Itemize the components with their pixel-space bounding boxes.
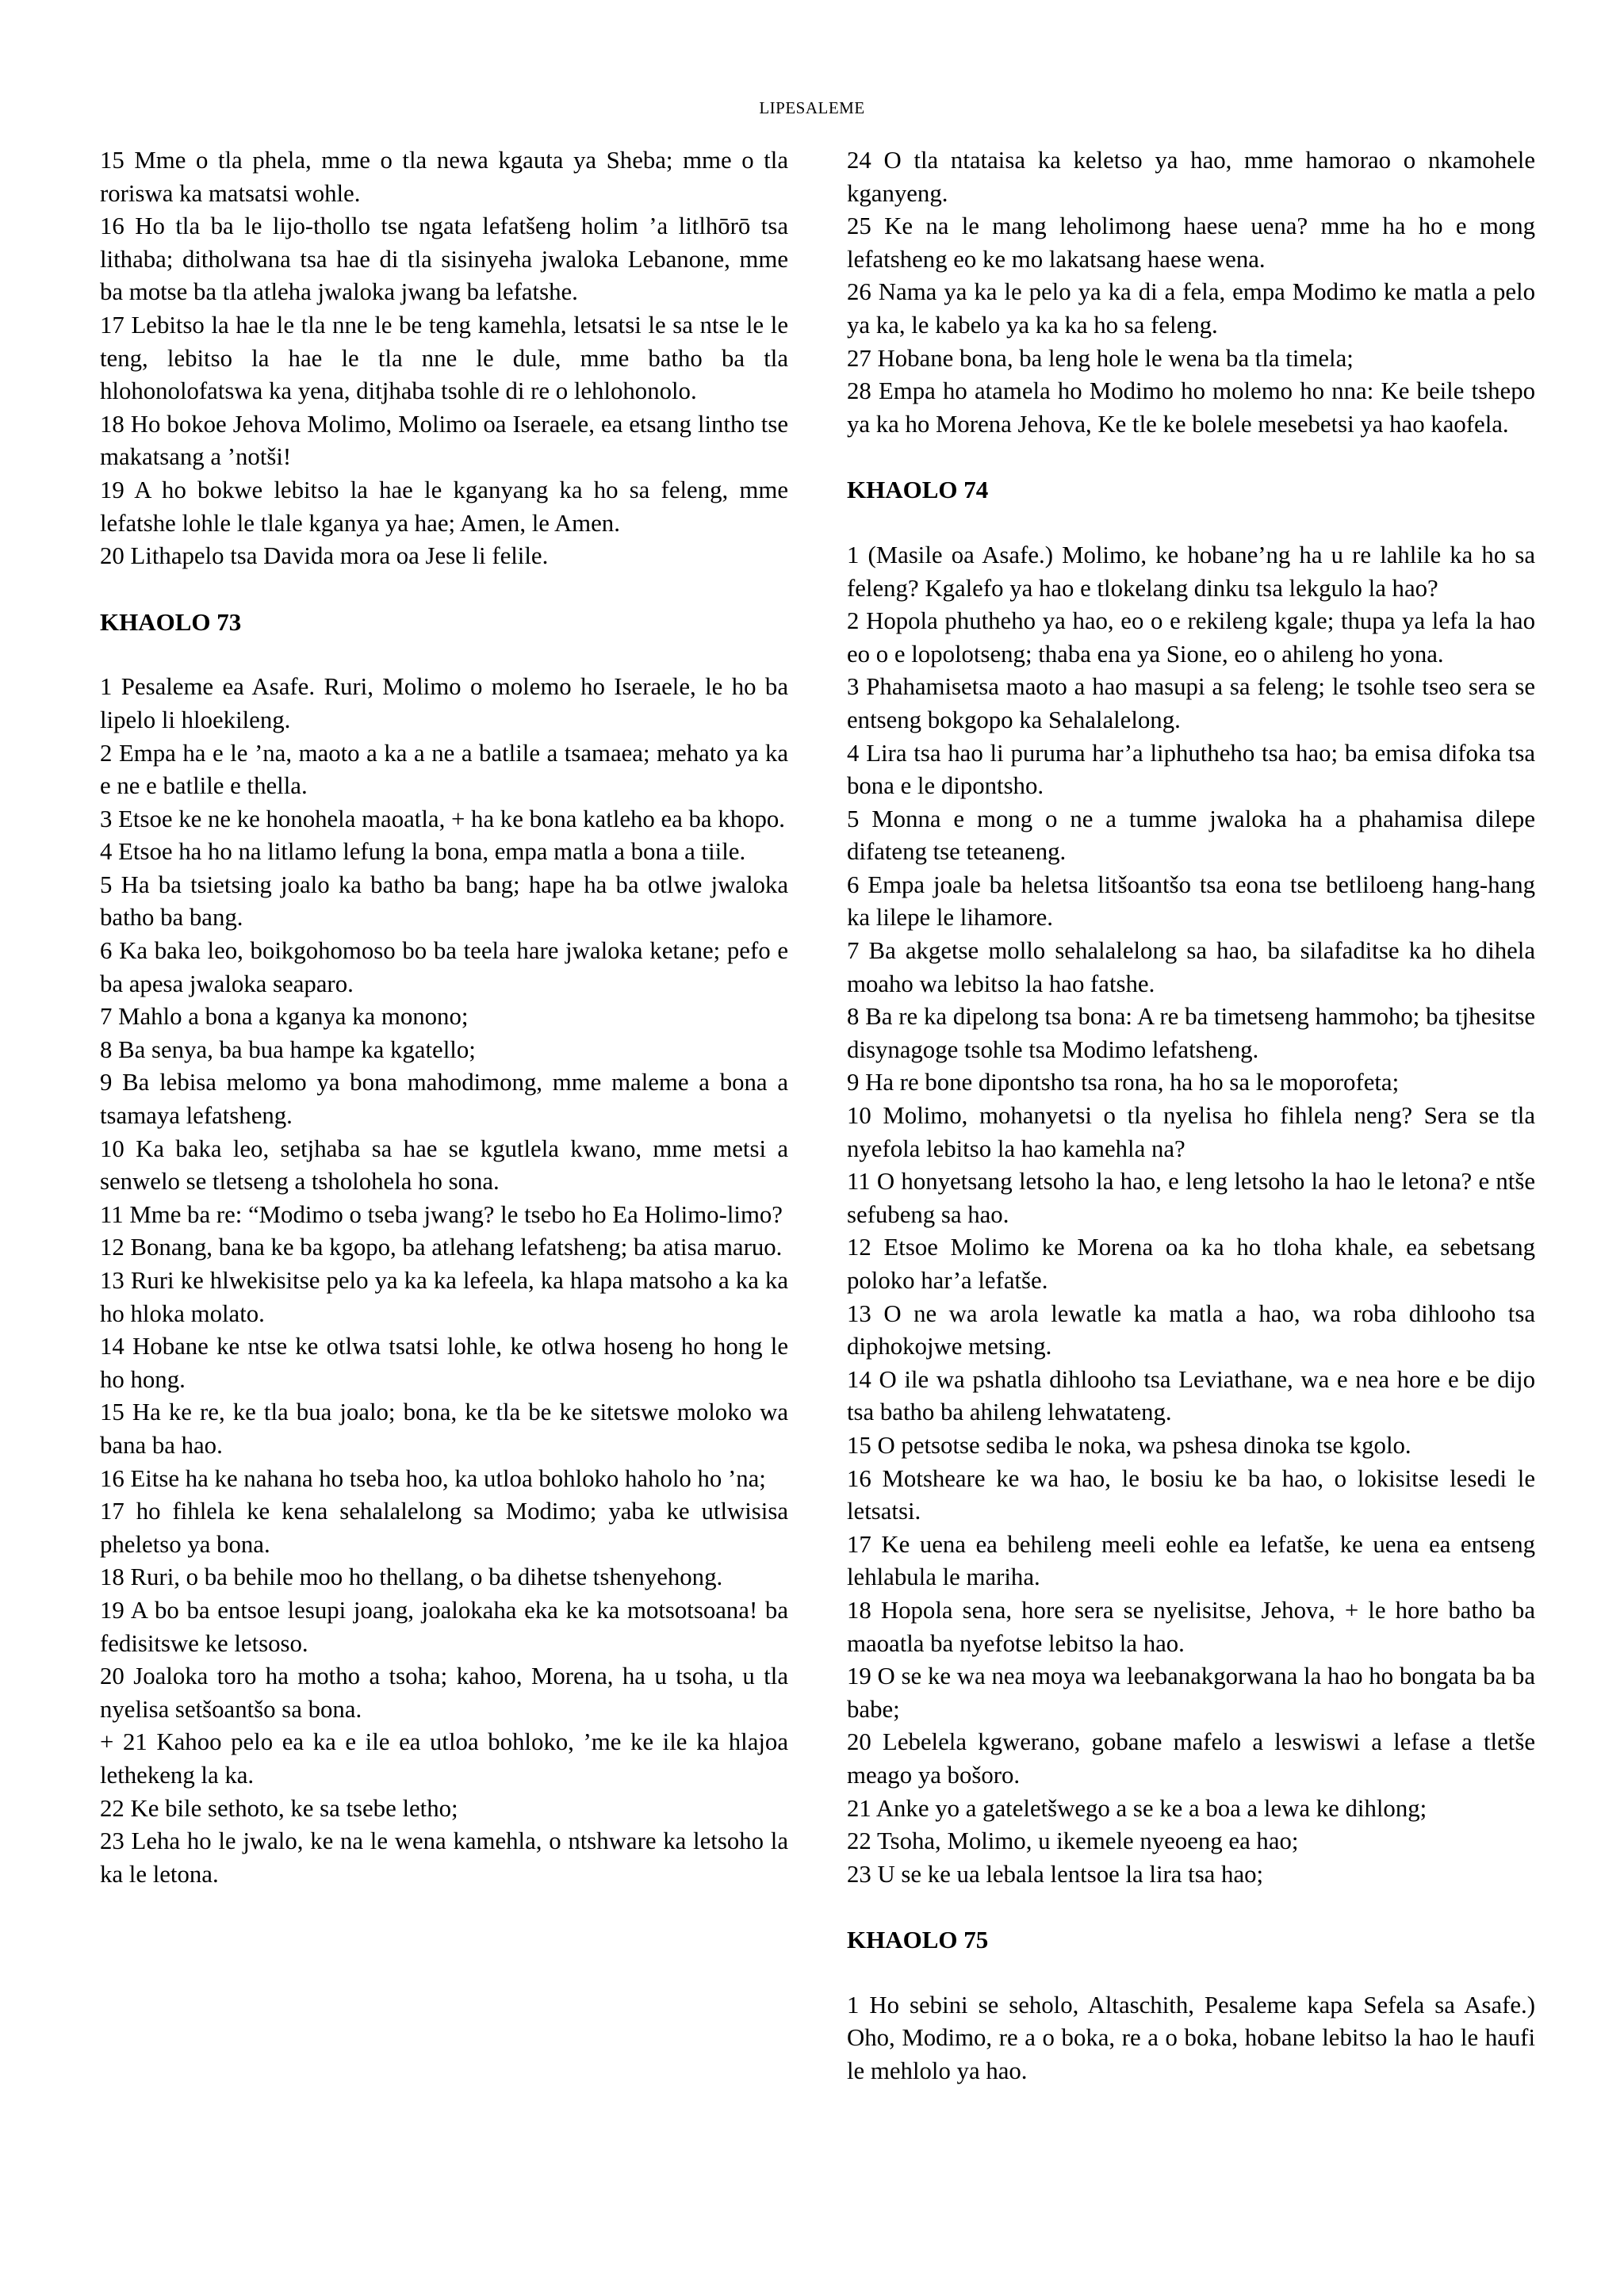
verse: 24 O tla ntataisa ka keletso ya hao, mme hamorao o nkamohele kganyeng. — [847, 147, 1535, 207]
left-column — [100, 144, 788, 1891]
verse: 17 Ke uena ea behileng meeli eohle ea lefatše, ke uena ea entseng lehlabula le mariha. — [847, 1530, 1535, 1591]
verse: 18 Ruri, o ba behile moo ho thellang, o ba dihetse tshenyehong. — [100, 1563, 723, 1591]
verse: 23 U se ke ua lebala lentsoe la lira tsa hao; — [847, 1860, 1264, 1888]
verse: 14 Hobane ke ntse ke otlwa tsatsi lohle, ke otlwa hoseng ho hong le ho hong. — [100, 1333, 788, 1393]
verse: 21 Anke yo a gateletšwego a se ke a boa a lewa ke dihlong; — [847, 1794, 1427, 1822]
verse: 17 ho fihlela ke kena sehalalelong sa Modimo; yaba ke utlwisisa pheletso ya bona. — [100, 1498, 788, 1558]
verse: 12 Etsoe Molimo ke Morena oa ka ho tloha khale, ea sebetsang poloko har’a lefatše. — [847, 1234, 1535, 1294]
verse-group-left-b — [100, 671, 788, 1891]
verse: 1 (Masile oa Asafe.) Molimo, ke hobane’ng ha u re lahlile ka ho sa feleng? Kgalefo ya hao e tlokelang dinku tsa lekgulo la hao? — [847, 541, 1535, 602]
verse: 4 Etsoe ha ho na litlamo lefung la bona, empa matla a bona a tiile. — [100, 838, 746, 866]
verse: 9 Ha re bone dipontsho tsa rona, ha ho sa le moporofeta; — [847, 1069, 1400, 1096]
verse: 18 Hopola sena, hore sera se nyelisitse, Jehova, + le hore batho ba maoatla ba nyefotse lebitso la hao. — [847, 1596, 1535, 1657]
verse: 22 Ke bile sethoto, ke sa tsebe letho; — [100, 1794, 458, 1822]
verse: 11 O honyetsang letsoho la hao, e leng letsoho la hao le letona? e ntše sefubeng sa hao. — [847, 1168, 1535, 1228]
verse: 15 O petsotse sediba le noka, wa pshesa dinoka tse kgolo. — [847, 1431, 1411, 1459]
verse: 9 Ba lebisa melomo ya bona mahodimong, mme maleme a bona a tsamaya lefatsheng. — [100, 1069, 788, 1130]
verse: 19 A bo ba entsoe lesupi joang, joalokaha eka ke ka motsotsoana! ba fedisitswe ke letsoso. — [100, 1596, 788, 1657]
verse: 23 Leha ho le jwalo, ke na le wena kamehla, o ntshware ka letsoho la ka le letona. — [100, 1827, 788, 1888]
verse: 7 Mahlo a bona a kganya ka monono; — [100, 1003, 469, 1031]
verse: 11 Mme ba re: “Modimo o tseba jwang? le tsebo ho Ea Holimo-limo? — [100, 1200, 783, 1228]
verse: 16 Eitse ha ke nahana ho tseba hoo, ka utloa bohloko haholo ho ’na; — [100, 1464, 766, 1492]
verse: 5 Ha ba tsietsing joalo ka batho ba bang; hape ha ba otlwe jwaloka batho ba bang. — [100, 871, 788, 932]
verse: 26 Nama ya ka le pelo ya ka di a fela, empa Modimo ke matla a pelo ya ka, le kabelo ya ka ka ho sa feleng. — [847, 278, 1535, 339]
verse: 18 Ho bokoe Jehova Molimo, Molimo oa Iseraele, ea etsang lintho tse makatsang a ’notši! — [100, 410, 788, 471]
verse-group-right-c — [847, 1989, 1535, 2088]
verse: 25 Ke na le mang leholimong haese uena? mme ha ho e mong lefatsheng eo ke mo lakatsang haese wena. — [847, 212, 1535, 273]
verse: 28 Empa ho atamela ho Modimo ho molemo ho nna: Ke beile tshepo ya ka ho Morena Jehova, Ke tle ke bolele mesebetsi ya hao kaofela. — [847, 377, 1535, 438]
verse-group-left-a — [100, 144, 788, 573]
verse: 19 O se ke wa nea moya wa leebanakgorwana la hao ho bongata ba ba babe; — [847, 1663, 1535, 1723]
verse: 7 Ba akgetse mollo sehalalelong sa hao, ba silafaditse ka ho dihela moaho wa lebitso la hao fatshe. — [847, 937, 1535, 997]
verse: 13 Ruri ke hlwekisitse pelo ya ka ka lefeela, ka hlapa matsoho a ka ka ho hloka molato. — [100, 1267, 788, 1327]
verse: 2 Empa ha e le ’na, maoto a ka a ne a batlile a tsamaea; mehato ya ka e ne e batlile e thella. — [100, 739, 788, 800]
verse: 8 Ba senya, ba bua hampe ka kgatello; — [100, 1035, 476, 1063]
verse: 13 O ne wa arola lewatle ka matla a hao, wa roba dihlooho tsa diphokojwe metsing. — [847, 1299, 1535, 1360]
verse: 20 Joaloka toro ha motho a tsoha; kahoo, Morena, ha u tsoha, u tla nyelisa setšoantšo sa bona. — [100, 1663, 788, 1723]
verse: 1 Ho sebini se seholo, Altaschith, Pesaleme kapa Sefela sa Asafe.) Oho, Modimo, re a o boka, re a o boka, hobane lebitso la hao le haufi le mehlolo ya hao. — [847, 1991, 1535, 2085]
verse: 15 Mme o tla phela, mme o tla newa kgauta ya Sheba; mme o tla roriswa ka matsatsi wohle. — [100, 147, 788, 207]
verse: 15 Ha ke re, ke tla bua joalo; bona, ke tla be ke sitetswe moloko wa bana ba hao. — [100, 1399, 788, 1459]
verse: 1 Pesaleme ea Asafe. Ruri, Molimo o molemo ho Iseraele, le ho ba lipelo li hloekileng. — [100, 673, 788, 733]
chapter-heading-73: KHAOLO 73 — [100, 607, 242, 636]
verse: 16 Motsheare ke wa hao, le bosiu ke ba hao, o lokisitse lesedi le letsatsi. — [847, 1464, 1535, 1525]
verse: 17 Lebitso la hae le tla nne le be teng kamehla, letsatsi le sa ntse le le teng, lebitso la hae le tla nne le dule, mme batho ba tla hlohonolofatswa ka yena, ditjhaba tsohle di re o lehlohonolo. — [100, 311, 788, 405]
verse: 22 Tsoha, Molimo, u ikemele nyeoeng ea hao; — [847, 1827, 1299, 1855]
verse: 20 Lebelela kgwerano, gobane mafelo a leswiswi a lefase a tletše meago ya bošoro. — [847, 1728, 1535, 1789]
verse: 12 Bonang, bana ke ba kgopo, ba atlehang lefatsheng; ba atisa maruo. — [100, 1234, 783, 1261]
verse: 19 A ho bokwe lebitso la hae le kganyang ka ho sa feleng, mme lefatshe lohle le tlale kganya ya hae; Amen, le Amen. — [100, 476, 788, 537]
right-column — [847, 144, 1535, 2088]
verse: 14 O ile wa pshatla dihlooho tsa Leviathane, wa e nea hore e be dijo tsa batho ba ahileng lehwatateng. — [847, 1365, 1535, 1426]
verse: 4 Lira tsa hao li puruma har’a liphutheho tsa hao; ba emisa difoka tsa bona e le dipontsho. — [847, 739, 1535, 800]
verse-group-right-b — [847, 539, 1535, 1891]
verse: 6 Empa joale ba heletsa litšoantšo tsa eona tse betliloeng hang-hang ka lilepe le lihamore. — [847, 871, 1535, 932]
verse: 8 Ba re ka dipelong tsa bona: A re ba timetseng hammoho; ba tjhesitse disynagoge tsohle tsa Modimo lefatsheng. — [847, 1003, 1535, 1063]
verse-group-right-a — [847, 144, 1535, 441]
verse: 3 Etsoe ke ne ke honohela maoatla, + ha ke bona katleho ea ba khopo. — [100, 805, 785, 832]
chapter-heading-74: KHAOLO 74 — [847, 476, 989, 504]
verse: 6 Ka baka leo, boikgohomoso bo ba teela hare jwaloka ketane; pefo e ba apesa jwaloka seaparo. — [100, 937, 788, 997]
verse: 10 Ka baka leo, setjhaba sa hae se kgutlela kwano, mme metsi a senwelo se tletseng a tsholohela ho sona. — [100, 1135, 788, 1196]
verse: 5 Monna e mong o ne a tumme jwaloka ha a phahamisa dilepe difateng tse teteaneng. — [847, 805, 1535, 866]
verse: 2 Hopola phutheho ya hao, eo o e rekileng kgale; thupa ya lefa la hao eo o e lopolotseng; thaba ena ya Sione, eo o ahileng ho yona. — [847, 607, 1535, 668]
verse: 20 Lithapelo tsa Davida mora oa Jese li felile. — [100, 542, 549, 570]
verse: 3 Phahamisetsa maoto a hao masupi a sa feleng; le tsohle tseo sera se entseng bokgopo ka Sehalalelong. — [847, 673, 1535, 733]
running-header: LIPESALEME — [759, 98, 865, 117]
chapter-heading-75: KHAOLO 75 — [847, 1926, 989, 1954]
verse: 10 Molimo, mohanyetsi o tla nyelisa ho fihlela neng? Sera se tla nyefola lebitso la hao kamehla na? — [847, 1102, 1535, 1162]
verse: 27 Hobane bona, ba leng hole le wena ba tla timela; — [847, 344, 1354, 372]
verse: + 21 Kahoo pelo ea ka e ile ea utloa bohloko, ’me ke ile ka hlajoa lethekeng la ka. — [100, 1728, 788, 1789]
verse: 16 Ho tla ba le lijo-thollo tse ngata lefatšeng holim ’a litlhōrō tsa lithaba; ditholwana tsa hae di tla sisinyeha jwaloka Lebanone, mme ba motse ba tla atleha jwaloka jwang ba lefatshe. — [100, 212, 788, 306]
